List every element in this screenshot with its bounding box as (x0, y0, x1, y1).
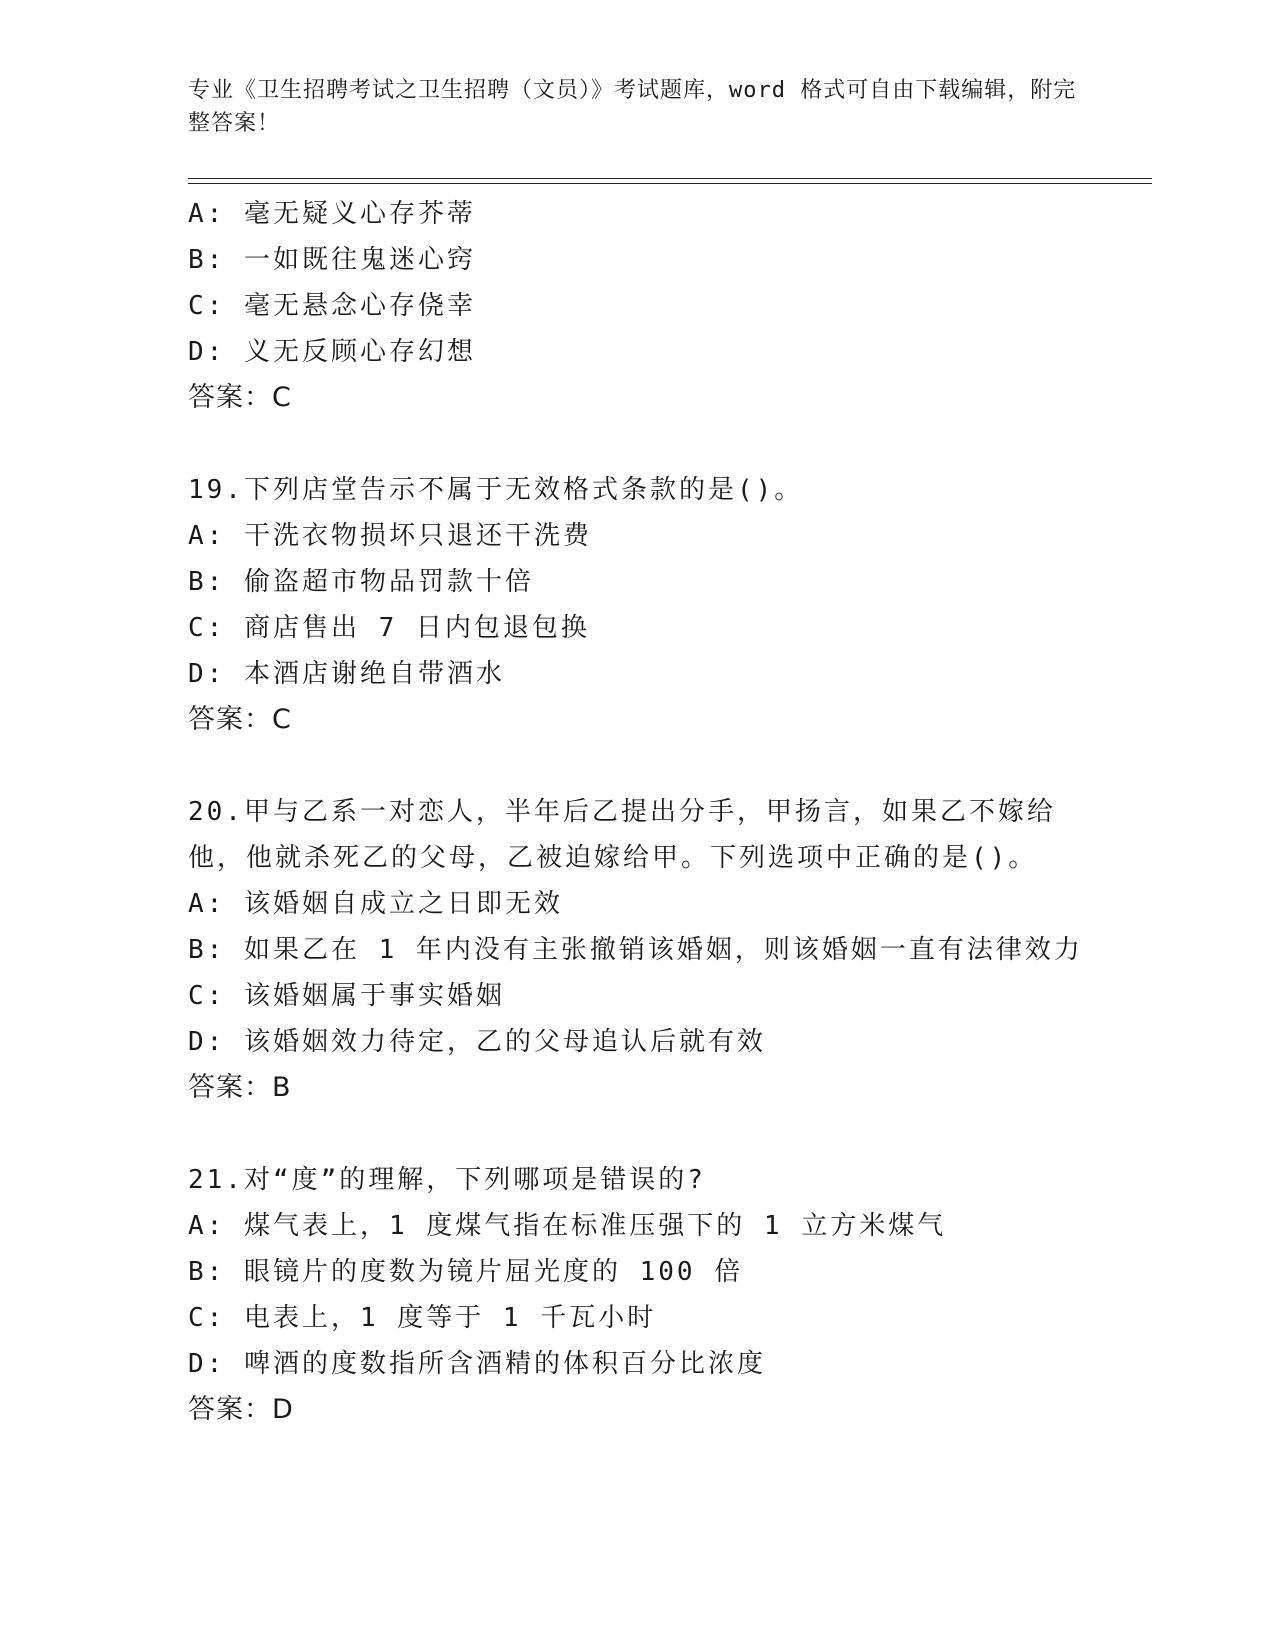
question-text: 19.下列店堂告示不属于无效格式条款的是()。 (188, 475, 804, 505)
option-c: C: 商店售出 7 日内包退包换 (188, 613, 590, 643)
option-b: B: 如果乙在 1 年内没有主张撤销该婚姻，则该婚姻一直有法律效力 (188, 935, 1083, 965)
question-block-18 (188, 191, 1148, 421)
page-header: 专业《卫生招聘考试之卫生招聘（文员）》考试题库，word 格式可自由下载编辑，附完整答案！ (188, 78, 1077, 136)
option-d: D: 本酒店谢绝自带酒水 (188, 659, 505, 689)
answer-line: 答案：C (188, 704, 292, 735)
option-c: C: 毫无悬念心存侥幸 (188, 291, 476, 321)
option-a: A: 干洗衣物损坏只退还干洗费 (188, 521, 592, 551)
question-block-19 (188, 467, 1148, 743)
option-c: C: 电表上，1 度等于 1 千瓦小时 (188, 1303, 657, 1333)
header-rule-top (188, 178, 1152, 179)
option-b: B: 眼镜片的度数为镜片屈光度的 100 倍 (188, 1257, 744, 1287)
question-block-21 (188, 1157, 1148, 1433)
question-text: 20.甲与乙系一对恋人，半年后乙提出分手，甲扬言，如果乙不嫁给他，他就杀死乙的父母，乙被迫嫁给甲。下列选项中正确的是()。 (188, 797, 1056, 873)
question-content (188, 191, 1148, 1433)
spacer (188, 743, 1148, 789)
question-text: 21.对“度”的理解，下列哪项是错误的? (188, 1165, 706, 1195)
spacer (188, 1111, 1148, 1157)
option-a: A: 煤气表上，1 度煤气指在标准压强下的 1 立方米煤气 (188, 1211, 947, 1241)
option-a: A: 毫无疑义心存芥蒂 (188, 199, 476, 229)
option-c: C: 该婚姻属于事实婚姻 (188, 981, 505, 1011)
header-rule-bottom (188, 183, 1152, 184)
answer-line: 答案：C (188, 382, 292, 413)
option-d: D: 义无反顾心存幻想 (188, 337, 476, 367)
question-block-20 (188, 789, 1148, 1111)
option-b: B: 一如既往鬼迷心窍 (188, 245, 476, 275)
option-a: A: 该婚姻自成立之日即无效 (188, 889, 563, 919)
option-d: D: 啤酒的度数指所含酒精的体积百分比浓度 (188, 1349, 766, 1379)
option-b: B: 偷盗超市物品罚款十倍 (188, 567, 534, 597)
answer-line: 答案：D (188, 1394, 294, 1425)
option-d: D: 该婚姻效力待定，乙的父母追认后就有效 (188, 1027, 766, 1057)
spacer (188, 421, 1148, 467)
answer-line: 答案：B (188, 1072, 292, 1103)
